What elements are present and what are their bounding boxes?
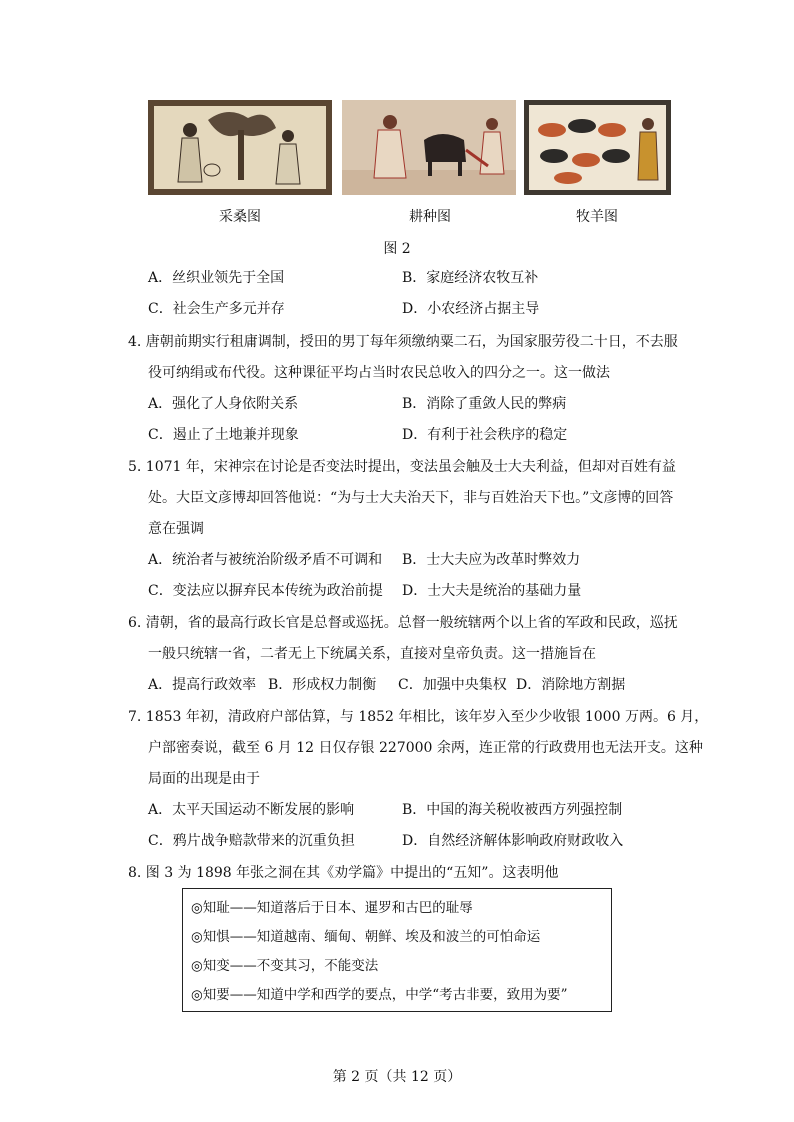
q5-option-a: A．统治者与被统治阶级矛盾不可调和 [148, 552, 383, 568]
caption-plowing: 耕种图 [409, 209, 451, 225]
q6-stem-line-1: 6. 清朝，省的最高行政长官是总督或巡抚。总督一般统辖两个以上省的军政和民政，巡抚 [128, 615, 678, 631]
q6-option-d: D．消除地方割据 [516, 677, 626, 693]
q4-option-d: D．有利于社会秩序的稳定 [402, 427, 568, 443]
q5-option-c: C．变法应以摒弃民本传统为政治前提 [148, 583, 383, 599]
q7-stem-line-2: 户部密奏说，截至 6 月 12 日仅存银 227000 余两，连正常的行政费用也无法开支。这种 [148, 740, 703, 756]
box-row-zhiyao: ◎知要——知道中学和西学的要点，中学“考古非要，致用为要” [191, 987, 568, 1003]
q7-stem-line-3: 局面的出现是由于 [148, 771, 260, 787]
q3-option-b: B．家庭经济农牧互补 [402, 270, 539, 286]
box-row-zhibian: ◎知变——不变其习，不能变法 [191, 958, 379, 974]
q5-option-b: B．士大夫应为改革时弊效力 [402, 552, 581, 568]
q7-option-a: A．太平天国运动不断发展的影响 [148, 802, 355, 818]
q3-option-d: D．小农经济占据主导 [402, 301, 540, 317]
q6-option-c: C．加强中央集权 [398, 677, 507, 693]
q7-option-d: D．自然经济解体影响政府财政收入 [402, 833, 624, 849]
q3-option-a: A．丝织业领先于全国 [148, 270, 285, 286]
q6-stem-line-2: 一般只统辖一省，二者无上下统属关系，直接对皇帝负责。这一措施旨在 [148, 646, 596, 662]
q7-stem-line-1: 7. 1853 年初，清政府户部估算，与 1852 年相比，该年岁入至少少收银 1000 万两。6 月， [128, 709, 709, 725]
box-row-zhiju: ◎知惧——知道越南、缅甸、朝鲜、埃及和波兰的可怕命运 [191, 929, 541, 945]
q3-option-c: C．社会生产多元并存 [148, 301, 285, 317]
mulberry-picking-mural [148, 100, 332, 195]
q6-option-b: B．形成权力制衡 [268, 677, 377, 693]
q5-option-d: D．士大夫是统治的基础力量 [402, 583, 582, 599]
q5-stem-line-1: 5. 1071 年，宋神宗在讨论是否变法时提出，变法虽会触及士大夫利益，但却对百姓有益 [128, 459, 676, 475]
page-footer: 第 2 页（共 12 页） [332, 1069, 462, 1085]
q4-option-a: A．强化了人身依附关系 [148, 396, 299, 412]
q7-option-c: C．鸦片战争赔款带来的沉重负担 [148, 833, 355, 849]
caption-herding: 牧羊图 [576, 209, 618, 225]
q4-stem-line-1: 4. 唐朝前期实行租庸调制，授田的男丁每年须缴纳粟二石，为国家服劳役二十日，不去服 [128, 334, 678, 350]
box-row-zhichi: ◎知耻——知道落后于日本、暹罗和古巴的耻辱 [191, 900, 473, 916]
q5-stem-line-2: 处。大臣文彦博却回答他说：“为与士大夫治天下，非与百姓治天下也。”文彦博的回答 [148, 490, 674, 506]
q8-stem-line-1: 8. 图 3 为 1898 年张之洞在其《劝学篇》中提出的“五知”。这表明他 [128, 865, 559, 881]
herding-mural [524, 100, 671, 195]
q6-option-a: A．提高行政效率 [148, 677, 257, 693]
five-knowings-box [182, 888, 612, 1012]
figure-title: 图 2 [383, 241, 411, 257]
q4-stem-line-2: 役可纳绢或布代役。这种课征平均占当时农民总收入的四分之一。这一做法 [148, 365, 610, 381]
plowing-mural [342, 100, 516, 195]
q4-option-b: B．消除了重敛人民的弊病 [402, 396, 567, 412]
q4-option-c: C．遏止了土地兼并现象 [148, 427, 299, 443]
q7-option-b: B．中国的海关税收被西方列强控制 [402, 802, 623, 818]
caption-mulberry: 采桑图 [219, 209, 261, 225]
q5-stem-line-3: 意在强调 [148, 521, 204, 537]
